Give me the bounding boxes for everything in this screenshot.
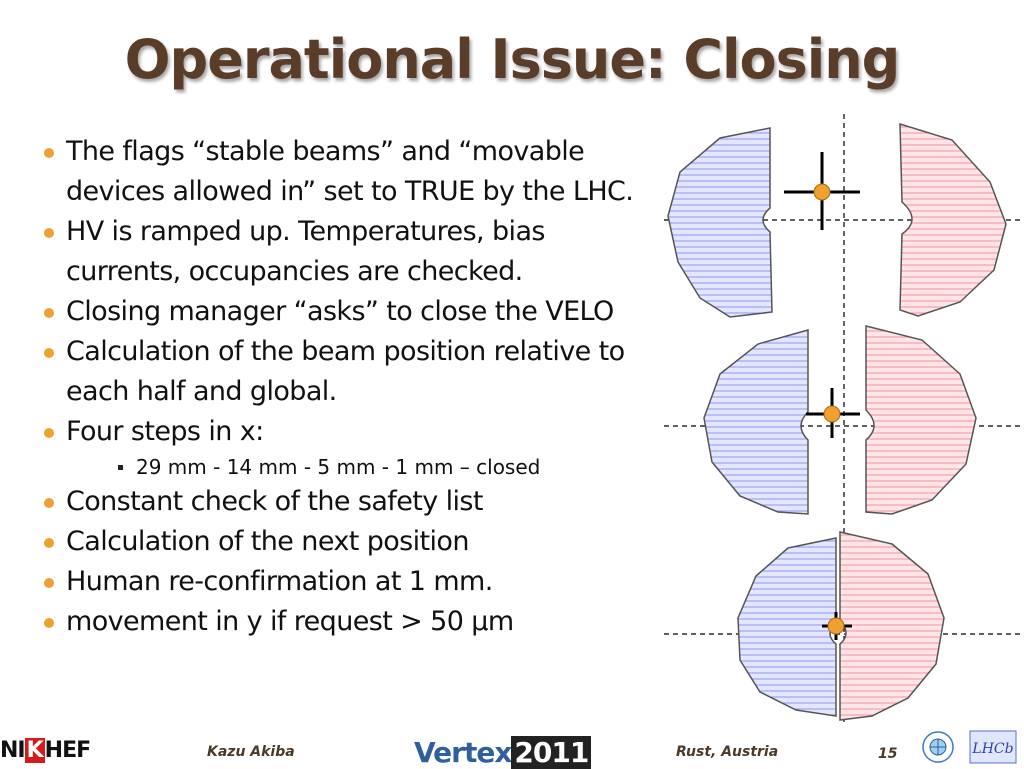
footer-logos [920, 727, 1020, 767]
bullet-item: Constant check of the safety list [40, 482, 660, 522]
bullet-item: Calculation of the next position [40, 522, 660, 562]
footer-location: Rust, Austria [676, 744, 779, 760]
bullet-item: Human re-confirmation at 1 mm. [40, 562, 660, 602]
left-half-module [668, 128, 772, 317]
conference-logo [414, 736, 591, 769]
page-number: 15 [878, 746, 898, 762]
beam-position-marker [824, 406, 840, 422]
conference-year: 2011 [511, 736, 591, 769]
bullet-list [40, 132, 660, 642]
nikhef-logo [0, 738, 90, 763]
right-half-module [866, 326, 976, 514]
logo-text: HEF [44, 738, 91, 763]
right-half-module [900, 124, 1006, 316]
bullet-item: The flags “stable beams” and “movable devices allowed in” set to TRUE by the LHC. [40, 132, 660, 212]
bullet-item: movement in y if request > 50 μm [40, 602, 660, 642]
beam-position-marker [828, 618, 844, 634]
beam-position-marker [814, 184, 830, 200]
slide-title: Operational Issue: Closing [124, 28, 900, 91]
step-partial [664, 326, 1020, 514]
step-closed [664, 532, 1020, 720]
velo-closing-diagram [660, 112, 1024, 724]
left-half-module [704, 330, 808, 514]
left-half-module [738, 538, 836, 716]
sub-bullet-item: 29 mm - 14 mm - 5 mm - 1 mm – closed [40, 452, 660, 482]
bullet-item: HV is ramped up. Temperatures, bias currents, occupancies are checked. [40, 212, 660, 292]
step-open [664, 124, 1020, 317]
right-half-module [840, 532, 944, 720]
velo-logo-icon [923, 732, 953, 762]
lhcb-logo-icon [970, 731, 1016, 763]
bullet-item: Calculation of the beam position relative to each half and global. [40, 332, 660, 412]
footer-author: Kazu Akiba [207, 744, 295, 760]
lhcb-logo-text: LHCb [972, 741, 1014, 757]
conference-name: Vertex [414, 736, 512, 769]
bullet-item: Four steps in x: [40, 412, 660, 452]
logo-text: K [26, 738, 43, 763]
logo-text: NI [0, 738, 25, 763]
bullet-item: Closing manager “asks” to close the VELO [40, 292, 660, 332]
